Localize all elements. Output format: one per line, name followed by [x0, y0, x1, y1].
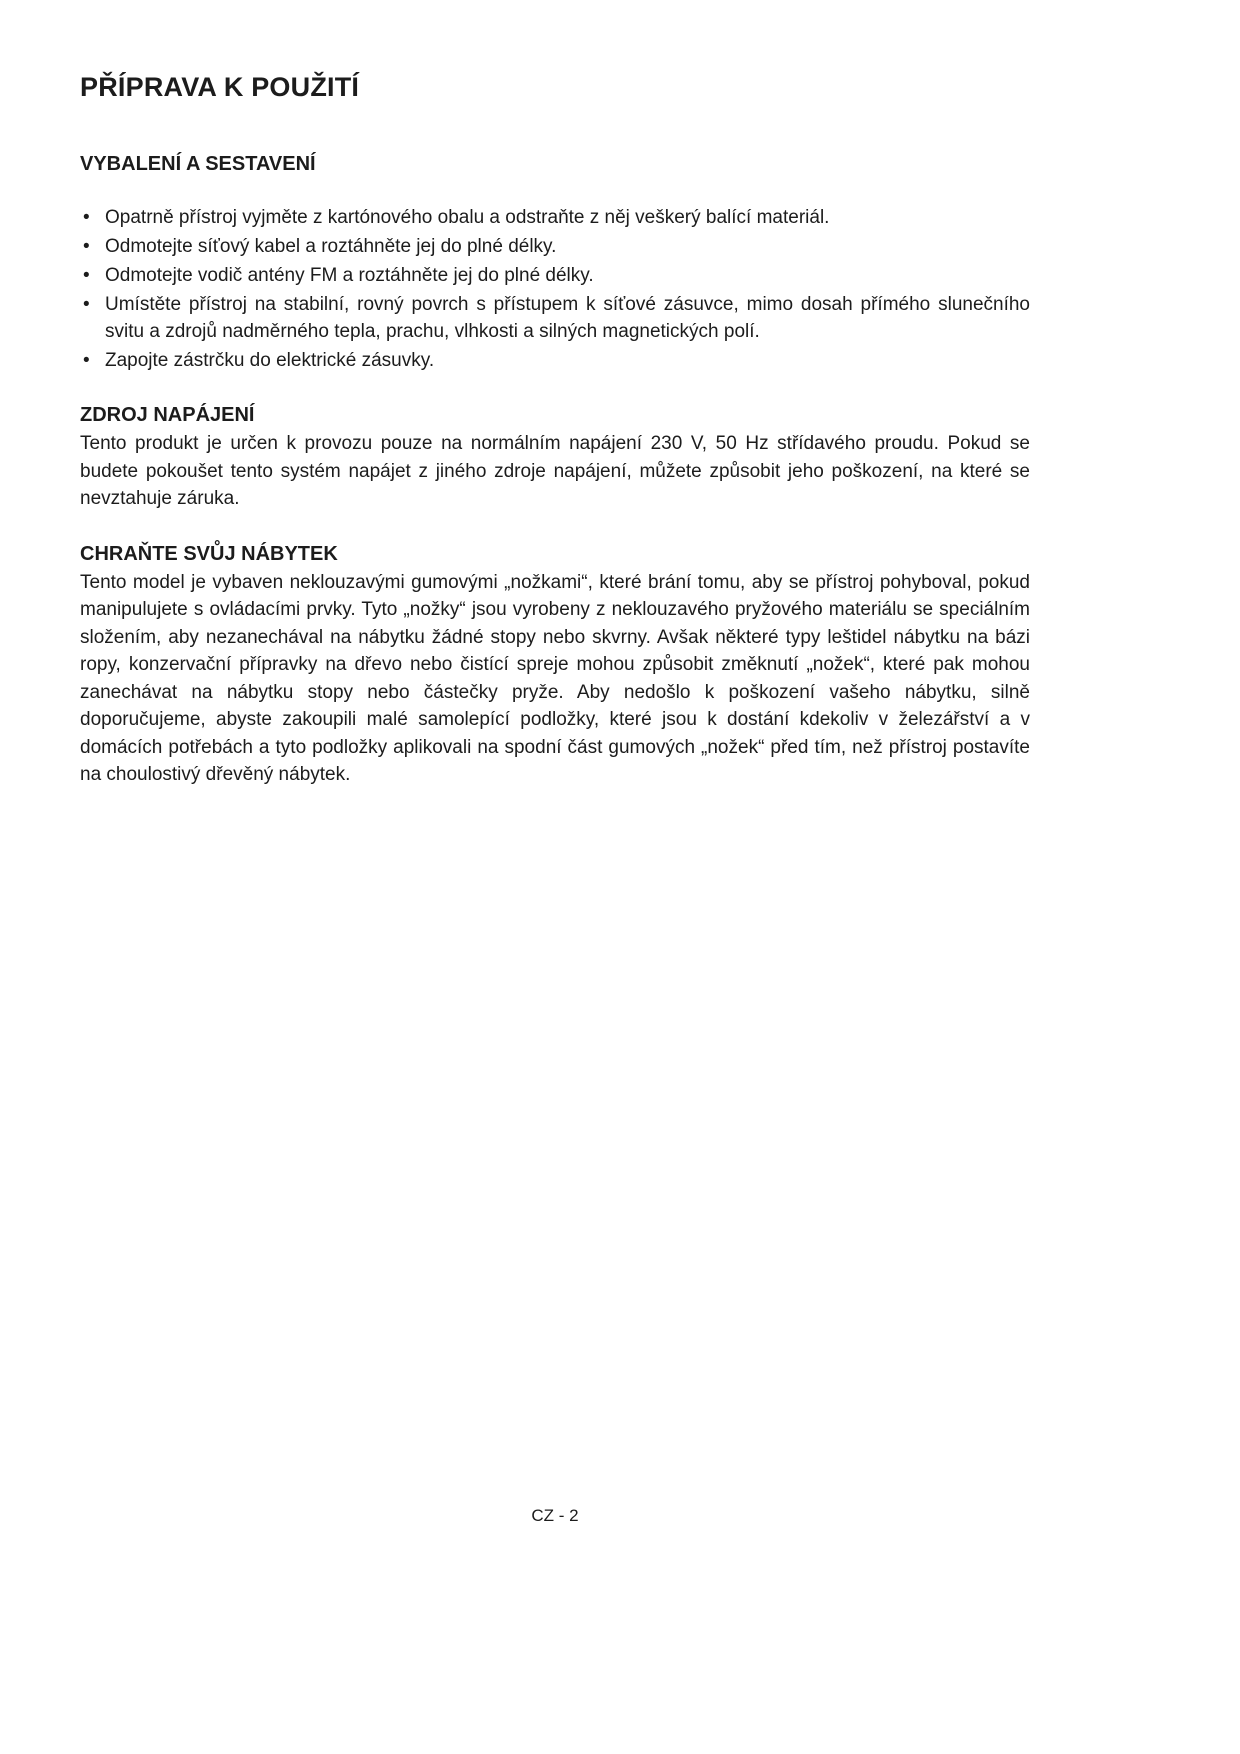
page-content [80, 72, 1030, 789]
list-item: • Odmotejte vodič antény FM a roztáhněte jej do plné délky. [80, 262, 1030, 289]
list-item: • Odmotejte síťový kabel a roztáhněte jej do plné délky. [80, 233, 1030, 260]
section-heading-power: ZDROJ NAPÁJENÍ [80, 404, 255, 426]
list-item: • Opatrně přístroj vyjměte z kartónového obalu a odstraňte z něj veškerý balící materiál. [80, 204, 1030, 231]
paragraph-furniture: Tento model je vybaven neklouzavými gumovými „nožkami“, které brání tomu, aby se přístroj pohyboval, pokud manipulujete s ovládacími prvky. Tyto „nožky“ jsou vyrobeny z neklouzavého pryžového materiálu se speciálním složením, aby nezanechával na nábytku žádné stopy nebo skvrny. Avšak některé typy leštidel nábytku na bázi ropy, konzervační přípravky na dřevo nebo čistící spreje mohou způsobit změknutí „nožek“, které pak mohou zanechávat na nábytku stopy nebo částečky pryže. Aby nedošlo k poškození vašeho nábytku, silně doporučujeme, abyste zakoupili malé samolepící podložky, které jsou k dostání kdekoliv v železářství a v domácích potřebách a tyto podložky aplikovali na spodní část gumových „nožek“ před tím, než přístroj postavíte na choulostivý dřevěný nábytek. [80, 571, 1030, 785]
list-item: • Zapojte zástrčku do elektrické zásuvky. [80, 347, 1030, 374]
section-heading-furniture: CHRAŇTE SVŮJ NÁBYTEK [80, 542, 338, 565]
list-item: • Umístěte přístroj na stabilní, rovný povrch s přístupem k síťové zásuvce, mimo dosah přímého slunečního svitu a zdrojů nadměrného tepla, prachu, vlhkosti a silných magnetických polí. [80, 291, 1030, 345]
page-footer: CZ - 2 [531, 1506, 579, 1525]
unpacking-bullet-list [80, 204, 1030, 374]
paragraph-power: Tento produkt je určen k provozu pouze na normálním napájení 230 V, 50 Hz střídavého proudu. Pokud se budete pokoušet tento systém napájet z jiného zdroje napájení, můžete způsobit jeho poškození, na které se nevztahuje záruka. [80, 433, 1030, 509]
section-heading-unpacking: VYBALENÍ A SESTAVENÍ [80, 153, 316, 175]
section-furniture [80, 543, 1030, 789]
page-title: PŘÍPRAVA K POUŽITÍ [80, 72, 360, 102]
section-power [80, 404, 1030, 513]
